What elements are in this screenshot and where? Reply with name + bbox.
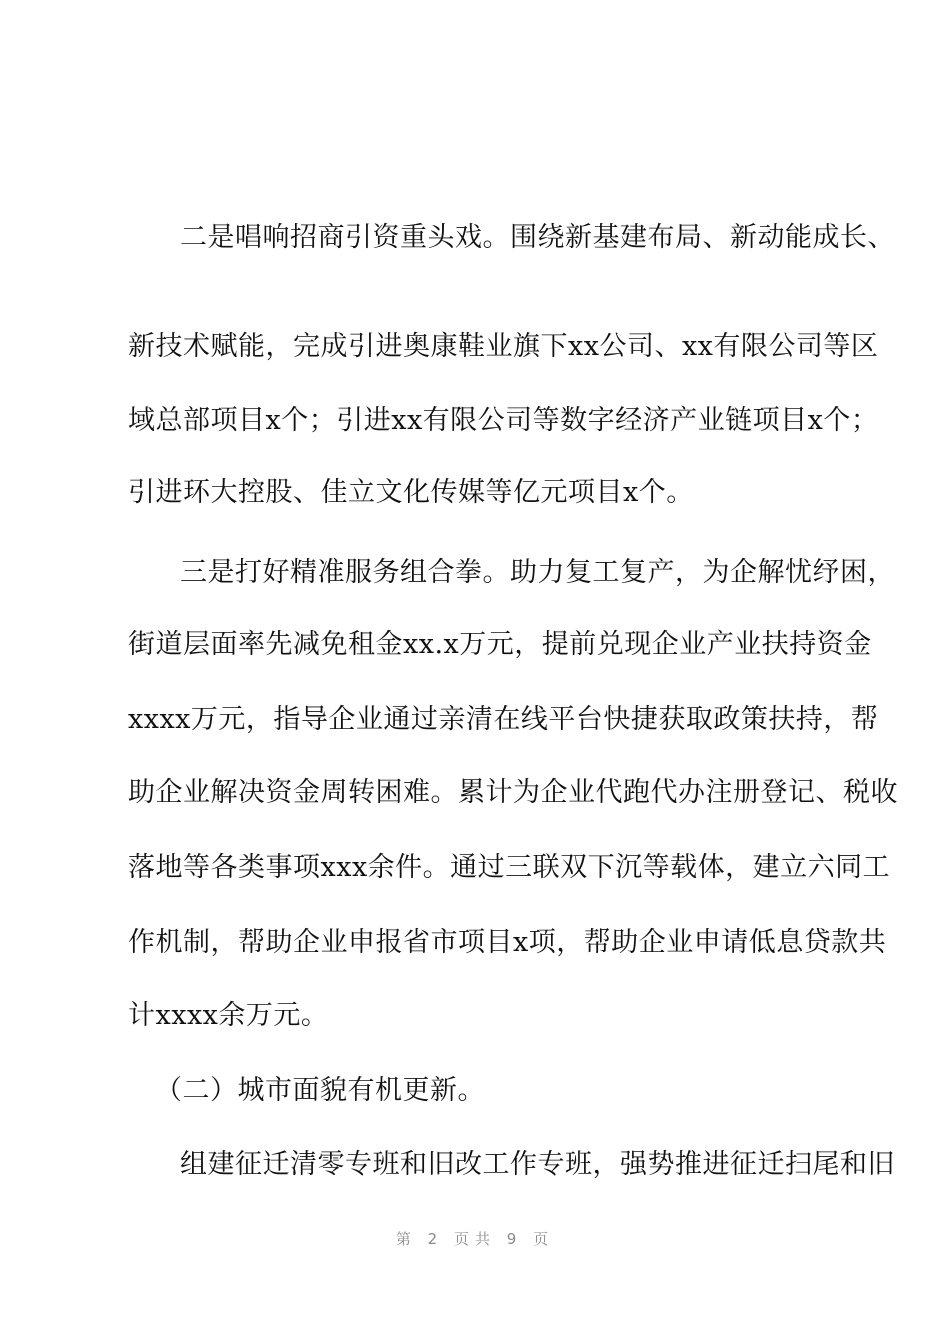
section-heading: （二）城市面貌有机更新。 [155, 1075, 485, 1106]
paragraph-1-line-3: 域总部项目x个；引进xx有限公司等数字经济产业链项目x个； [128, 405, 879, 436]
paragraph-2-line-4: 助企业解决资金周转困难。累计为企业代跑代办注册登记、税收 [128, 777, 898, 808]
paragraph-1-line-1: 二是唱响招商引资重头戏。围绕新基建布局、新动能成长、 [180, 222, 895, 253]
paragraph-2-line-1: 三是打好精准服务组合拳。助力复工复产，为企解忧纾困， [180, 557, 895, 588]
paragraph-2-line-2: 街道层面率先减免租金xx.x万元，提前兑现企业产业扶持资金 [128, 629, 872, 660]
paragraph-2-line-3: xxxx万元，指导企业通过亲清在线平台快捷获取政策扶持，帮 [128, 704, 879, 735]
paragraph-2-line-6: 作机制，帮助企业申报省市项目x项，帮助企业申请低息贷款共 [128, 927, 887, 958]
paragraph-3-line-1: 组建征迁清零专班和旧改工作专班，强势推进征迁扫尾和旧 [180, 1149, 895, 1180]
paragraph-2-line-5: 落地等各类事项xxx余件。通过三联双下沉等载体，建立六同工 [128, 852, 891, 883]
page-number-footer: 第 2 页共 9 页 [395, 1230, 555, 1248]
paragraph-2-line-7: 计xxxx余万元。 [128, 1000, 329, 1031]
paragraph-1-line-2: 新技术赋能，完成引进奥康鞋业旗下xx公司、xx有限公司等区 [128, 331, 879, 362]
paragraph-1-line-4: 引进环大控股、佳立文化传媒等亿元项目x个。 [128, 477, 694, 508]
